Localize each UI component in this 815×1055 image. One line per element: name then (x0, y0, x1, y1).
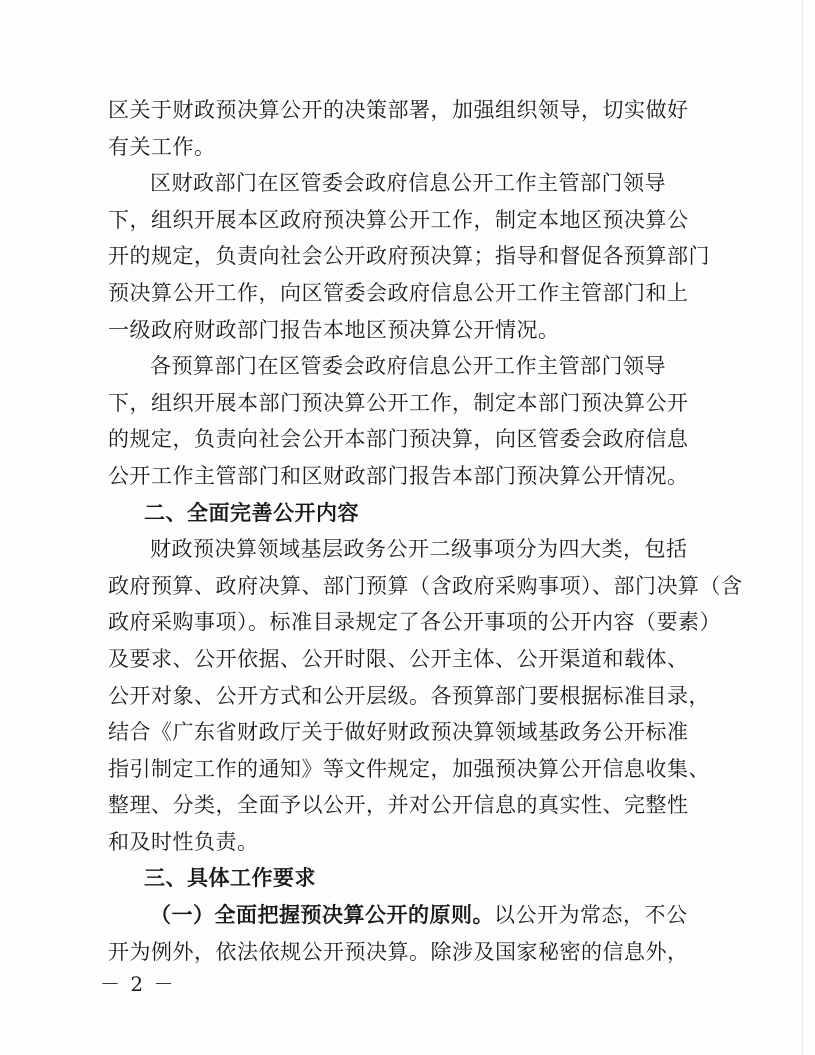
text-line: 开的规定，负责向社会公开政府预决算；指导和督促各预算部门 (108, 244, 710, 269)
page-number: － 2 － (100, 972, 176, 996)
text-line: 政府预算、政府决算、部门预算（含政府采购事项）、部门决算（含 (108, 573, 743, 598)
text-line: 政府采购事项）。标准目录规定了各公开事项的公开内容（要素） (108, 610, 721, 635)
text-line: 公开工作主管部门和区财政部门报告本部门预决算公开情况。 (108, 463, 689, 488)
text-line: 一级政府财政部门报告本地区预决算公开情况。 (108, 317, 560, 342)
subsection-text: 以公开为常态，不公 (494, 903, 688, 928)
text-line: 预决算公开工作，向区管委会政府信息公开工作主管部门和上 (108, 280, 689, 305)
body-text (108, 92, 743, 970)
subsection-heading: （一）全面把握预决算公开的原则。 (150, 903, 494, 928)
text-line: 下，组织开展本区政府预决算公开工作，制定本地区预决算公 (108, 207, 689, 232)
text-line: 和及时性负责。 (108, 829, 259, 854)
page-edge-line (802, 0, 803, 1055)
text-line: 的规定，负责向社会公开本部门预决算，向区管委会政府信息 (108, 427, 689, 452)
text-line: 公开对象、公开方式和公开层级。各预算部门要根据标准目录， (108, 683, 710, 708)
text-line: 指引制定工作的通知》等文件规定，加强预决算公开信息收集、 (108, 756, 710, 781)
paragraph-start-line: 财政预决算领域基层政务公开二级事项分为四大类，包括 (150, 537, 688, 562)
text-line: 下，组织开展本部门预决算公开工作，制定本部门预决算公开 (108, 390, 689, 415)
text-line: 有关工作。 (108, 134, 216, 159)
text-line: 区关于财政预决算公开的决策部署，加强组织领导，切实做好 (108, 98, 689, 122)
text-line: 整理、分类，全面予以公开，并对公开信息的真实性、完整性 (108, 793, 689, 818)
text-line: 开为例外，依法依规公开预决算。除涉及国家秘密的信息外， (108, 939, 689, 964)
text-line: 及要求、公开依据、公开时限、公开主体、公开渠道和载体、 (108, 646, 689, 671)
section-heading: 三、具体工作要求 (144, 866, 316, 891)
subsection-line (108, 897, 688, 934)
text-line: 结合《广东省财政厅关于做好财政预决算领域基政务公开标准 (108, 720, 689, 745)
paragraph-start-line: 区财政部门在区管委会政府信息公开工作主管部门领导 (150, 171, 666, 196)
paragraph-start-line: 各预算部门在区管委会政府信息公开工作主管部门领导 (150, 354, 666, 379)
section-heading: 二、全面完善公开内容 (144, 500, 359, 525)
